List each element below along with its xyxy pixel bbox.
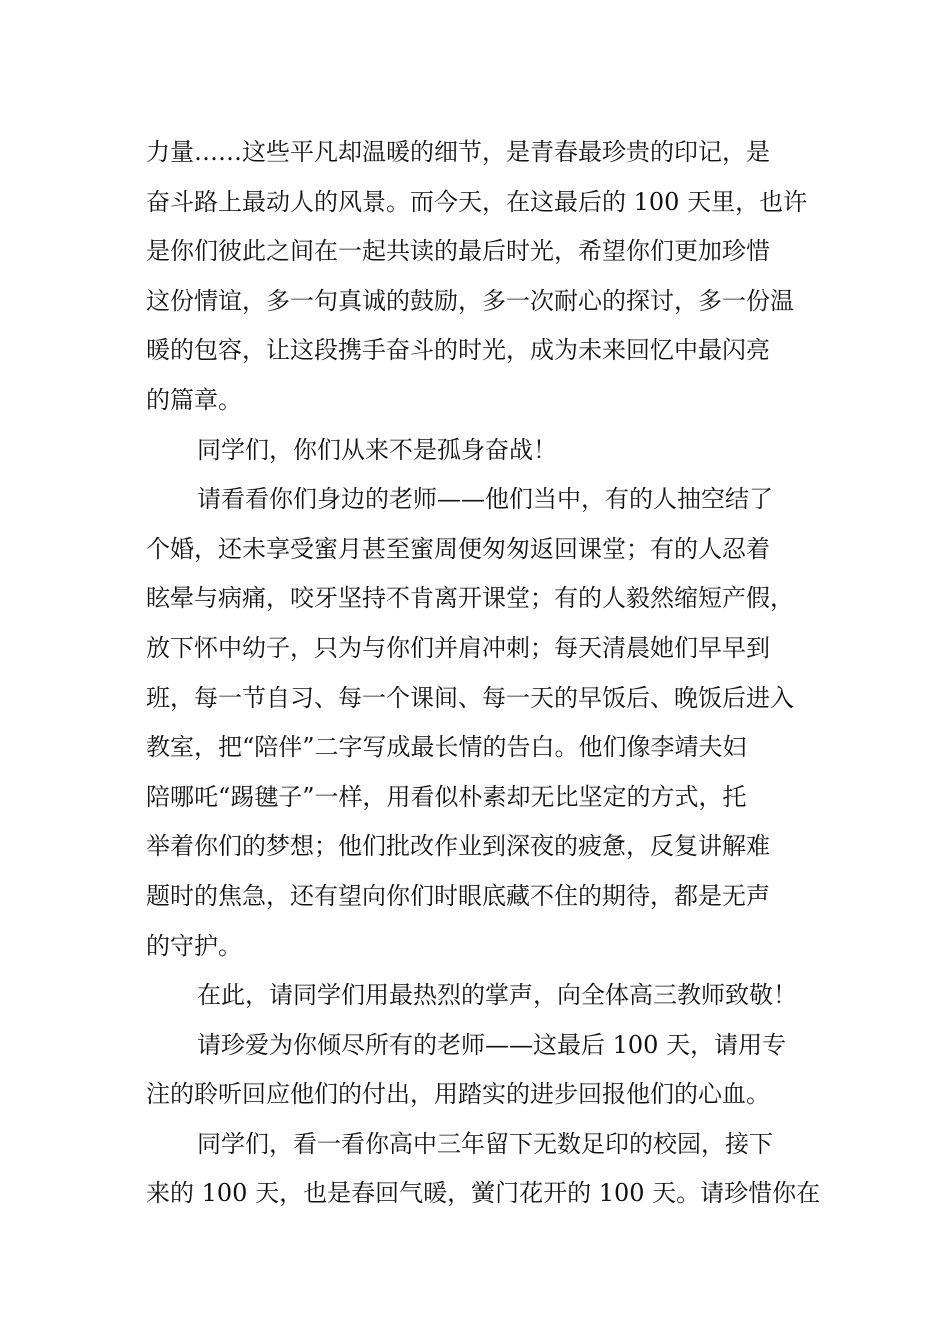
text-line: 请珍爱为你倾尽所有的老师——这最后 100 天，请用专 bbox=[197, 1030, 787, 1059]
text-line: 是你们彼此之间在一起共读的最后时光，希望你们更加珍惜 bbox=[146, 237, 770, 266]
text-line: 来的 100 天，也是春回气暖，黉门花开的 100 天。请珍惜你在 bbox=[146, 1179, 821, 1208]
text-line: 教室，把“陪伴”二字写成最长情的告白。他们像李靖夫妇 bbox=[146, 733, 747, 762]
text-line: 班，每一节自习、每一个课间、每一天的早饭后、晚饭后进入 bbox=[146, 683, 794, 712]
text-line: 力量……这些平凡却温暖的细节，是青春最珍贵的印记，是 bbox=[146, 138, 770, 166]
text-line: 请看看你们身边的老师——他们当中，有的人抽空结了 bbox=[197, 485, 773, 514]
text-line: 个婚，还未享受蜜月甚至蜜周便匆匆返回课堂；有的人忍着 bbox=[146, 534, 770, 563]
text-line: 这份情谊，多一句真诚的鼓励，多一次耐心的探讨，多一份温 bbox=[146, 286, 794, 315]
text-line: 眩晕与病痛，咬牙坚持不肯离开课堂；有的人毅然缩短产假， bbox=[146, 584, 794, 613]
text-line: 同学们，你们从来不是孤身奋战！ bbox=[197, 435, 557, 464]
text-line: 陪哪吒“踢毽子”一样，用看似朴素却无比坚定的方式，托 bbox=[146, 782, 747, 811]
text-line: 放下怀中幼子，只为与你们并肩冲刺；每天清晨她们早早到 bbox=[146, 633, 770, 662]
text-line: 举着你们的梦想；他们批改作业到深夜的疲惫，反复讲解难 bbox=[146, 832, 770, 861]
text-line: 的篇章。 bbox=[146, 385, 242, 414]
body-text bbox=[146, 128, 821, 1219]
text-line: 在此，请同学们用最热烈的掌声，向全体高三教师致敬！ bbox=[197, 981, 797, 1010]
text-line: 的守护。 bbox=[146, 931, 242, 960]
text-line: 暖的包容，让这段携手奋斗的时光，成为未来回忆中最闪亮 bbox=[146, 336, 770, 365]
text-line: 奋斗路上最动人的风景。而今天，在这最后的 100 天里，也许 bbox=[146, 187, 808, 216]
text-line: 注的聆听回应他们的付出，用踏实的进步回报他们的心血。 bbox=[146, 1080, 770, 1109]
text-line: 题时的焦急，还有望向你们时眼底藏不住的期待，都是无声 bbox=[146, 881, 770, 910]
text-line: 同学们，看一看你高中三年留下无数足印的校园，接下 bbox=[197, 1129, 773, 1158]
